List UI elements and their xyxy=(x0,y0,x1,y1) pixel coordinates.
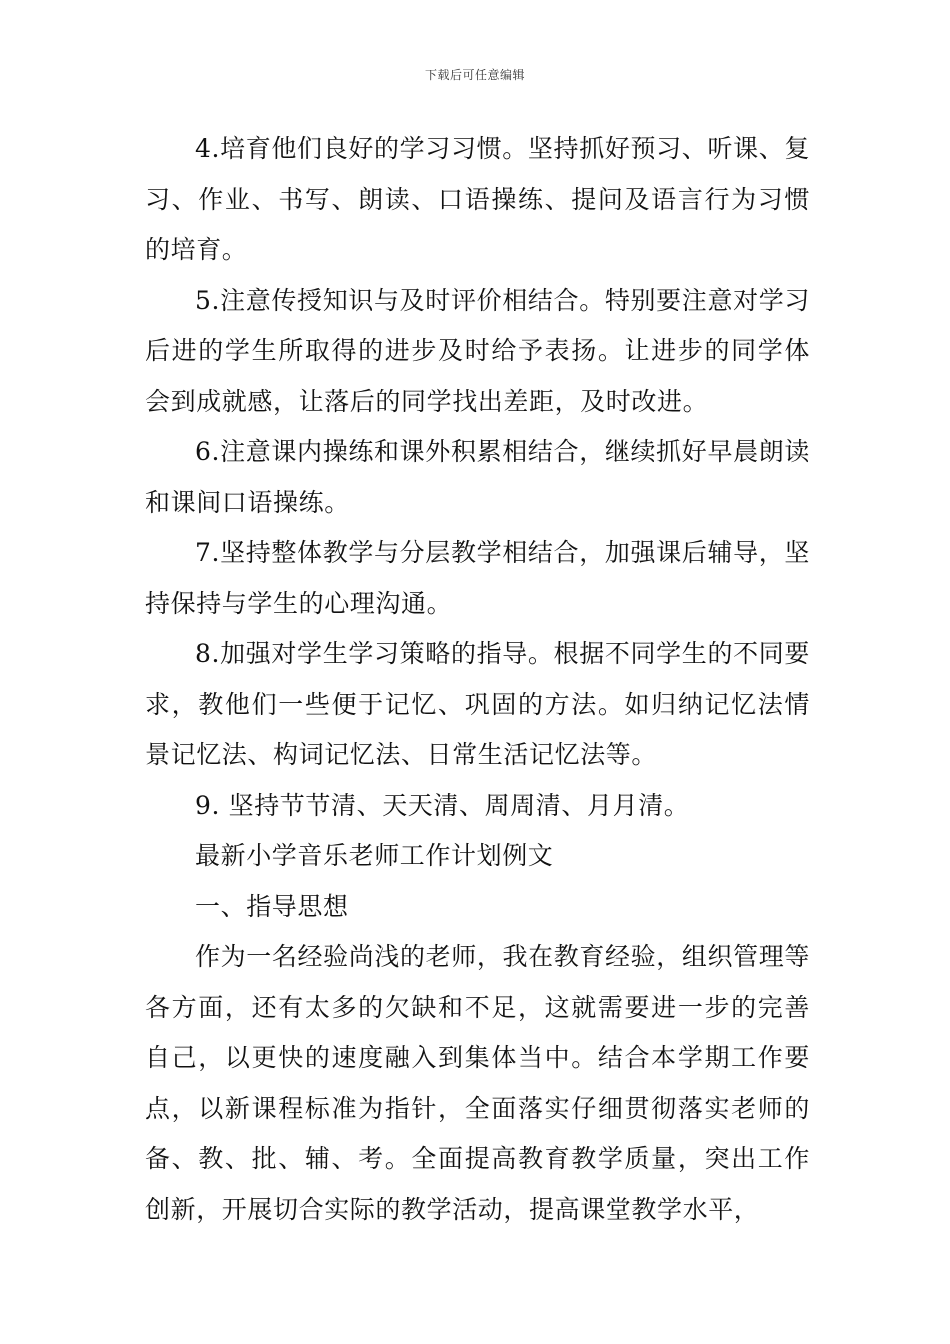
paragraph-item-9: 9. 坚持节节清、天天清、周周清、月月清。 xyxy=(195,790,690,820)
paragraph-item-6: 6.注意课内操练和课外积累相结合，继续抓好早晨朗读和课间口语操练。 xyxy=(145,437,810,517)
section-title: 最新小学音乐老师工作计划例文 xyxy=(195,841,554,870)
paragraph-item-4: 4.培育他们良好的学习习惯。坚持抓好预习、听课、复习、作业、书写、朗读、口语操练、提问及语言行为习惯的培育。 xyxy=(145,134,810,264)
paragraph-item-7: 7.坚持整体教学与分层教学相结合，加强课后辅导，坚持保持与学生的心理沟通。 xyxy=(145,538,810,618)
section-heading-guiding-thought: 一、指导思想 xyxy=(195,891,349,921)
paragraph-guiding-thought: 作为一名经验尚浅的老师，我在教育经验，组织管理等各方面，还有太多的欠缺和不足，这就需要进一步的完善自己，以更快的速度融入到集体当中。结合本学期工作要点，以新课程标准为指针，全面落实仔细贯彻落实老师的备、教、批、辅、考。全面提高教育教学质量，突出工作创新，开展切合实际的教学活动，提高课堂教学水平， xyxy=(145,942,810,1224)
paragraph-item-8: 8.加强对学生学习策略的指导。根据不同学生的不同要求，教他们一些便于记忆、巩固的方法。如归纳记忆法情景记忆法、构词记忆法、日常生活记忆法等。 xyxy=(145,639,810,769)
paragraph-item-5: 5.注意传授知识与及时评价相结合。特别要注意对学习后进的学生所取得的进步及时给予表扬。让进步的同学体会到成就感，让落后的同学找出差距，及时改进。 xyxy=(145,285,810,416)
header-note: 下载后可任意编辑 xyxy=(424,68,525,82)
document-body xyxy=(145,124,810,1235)
